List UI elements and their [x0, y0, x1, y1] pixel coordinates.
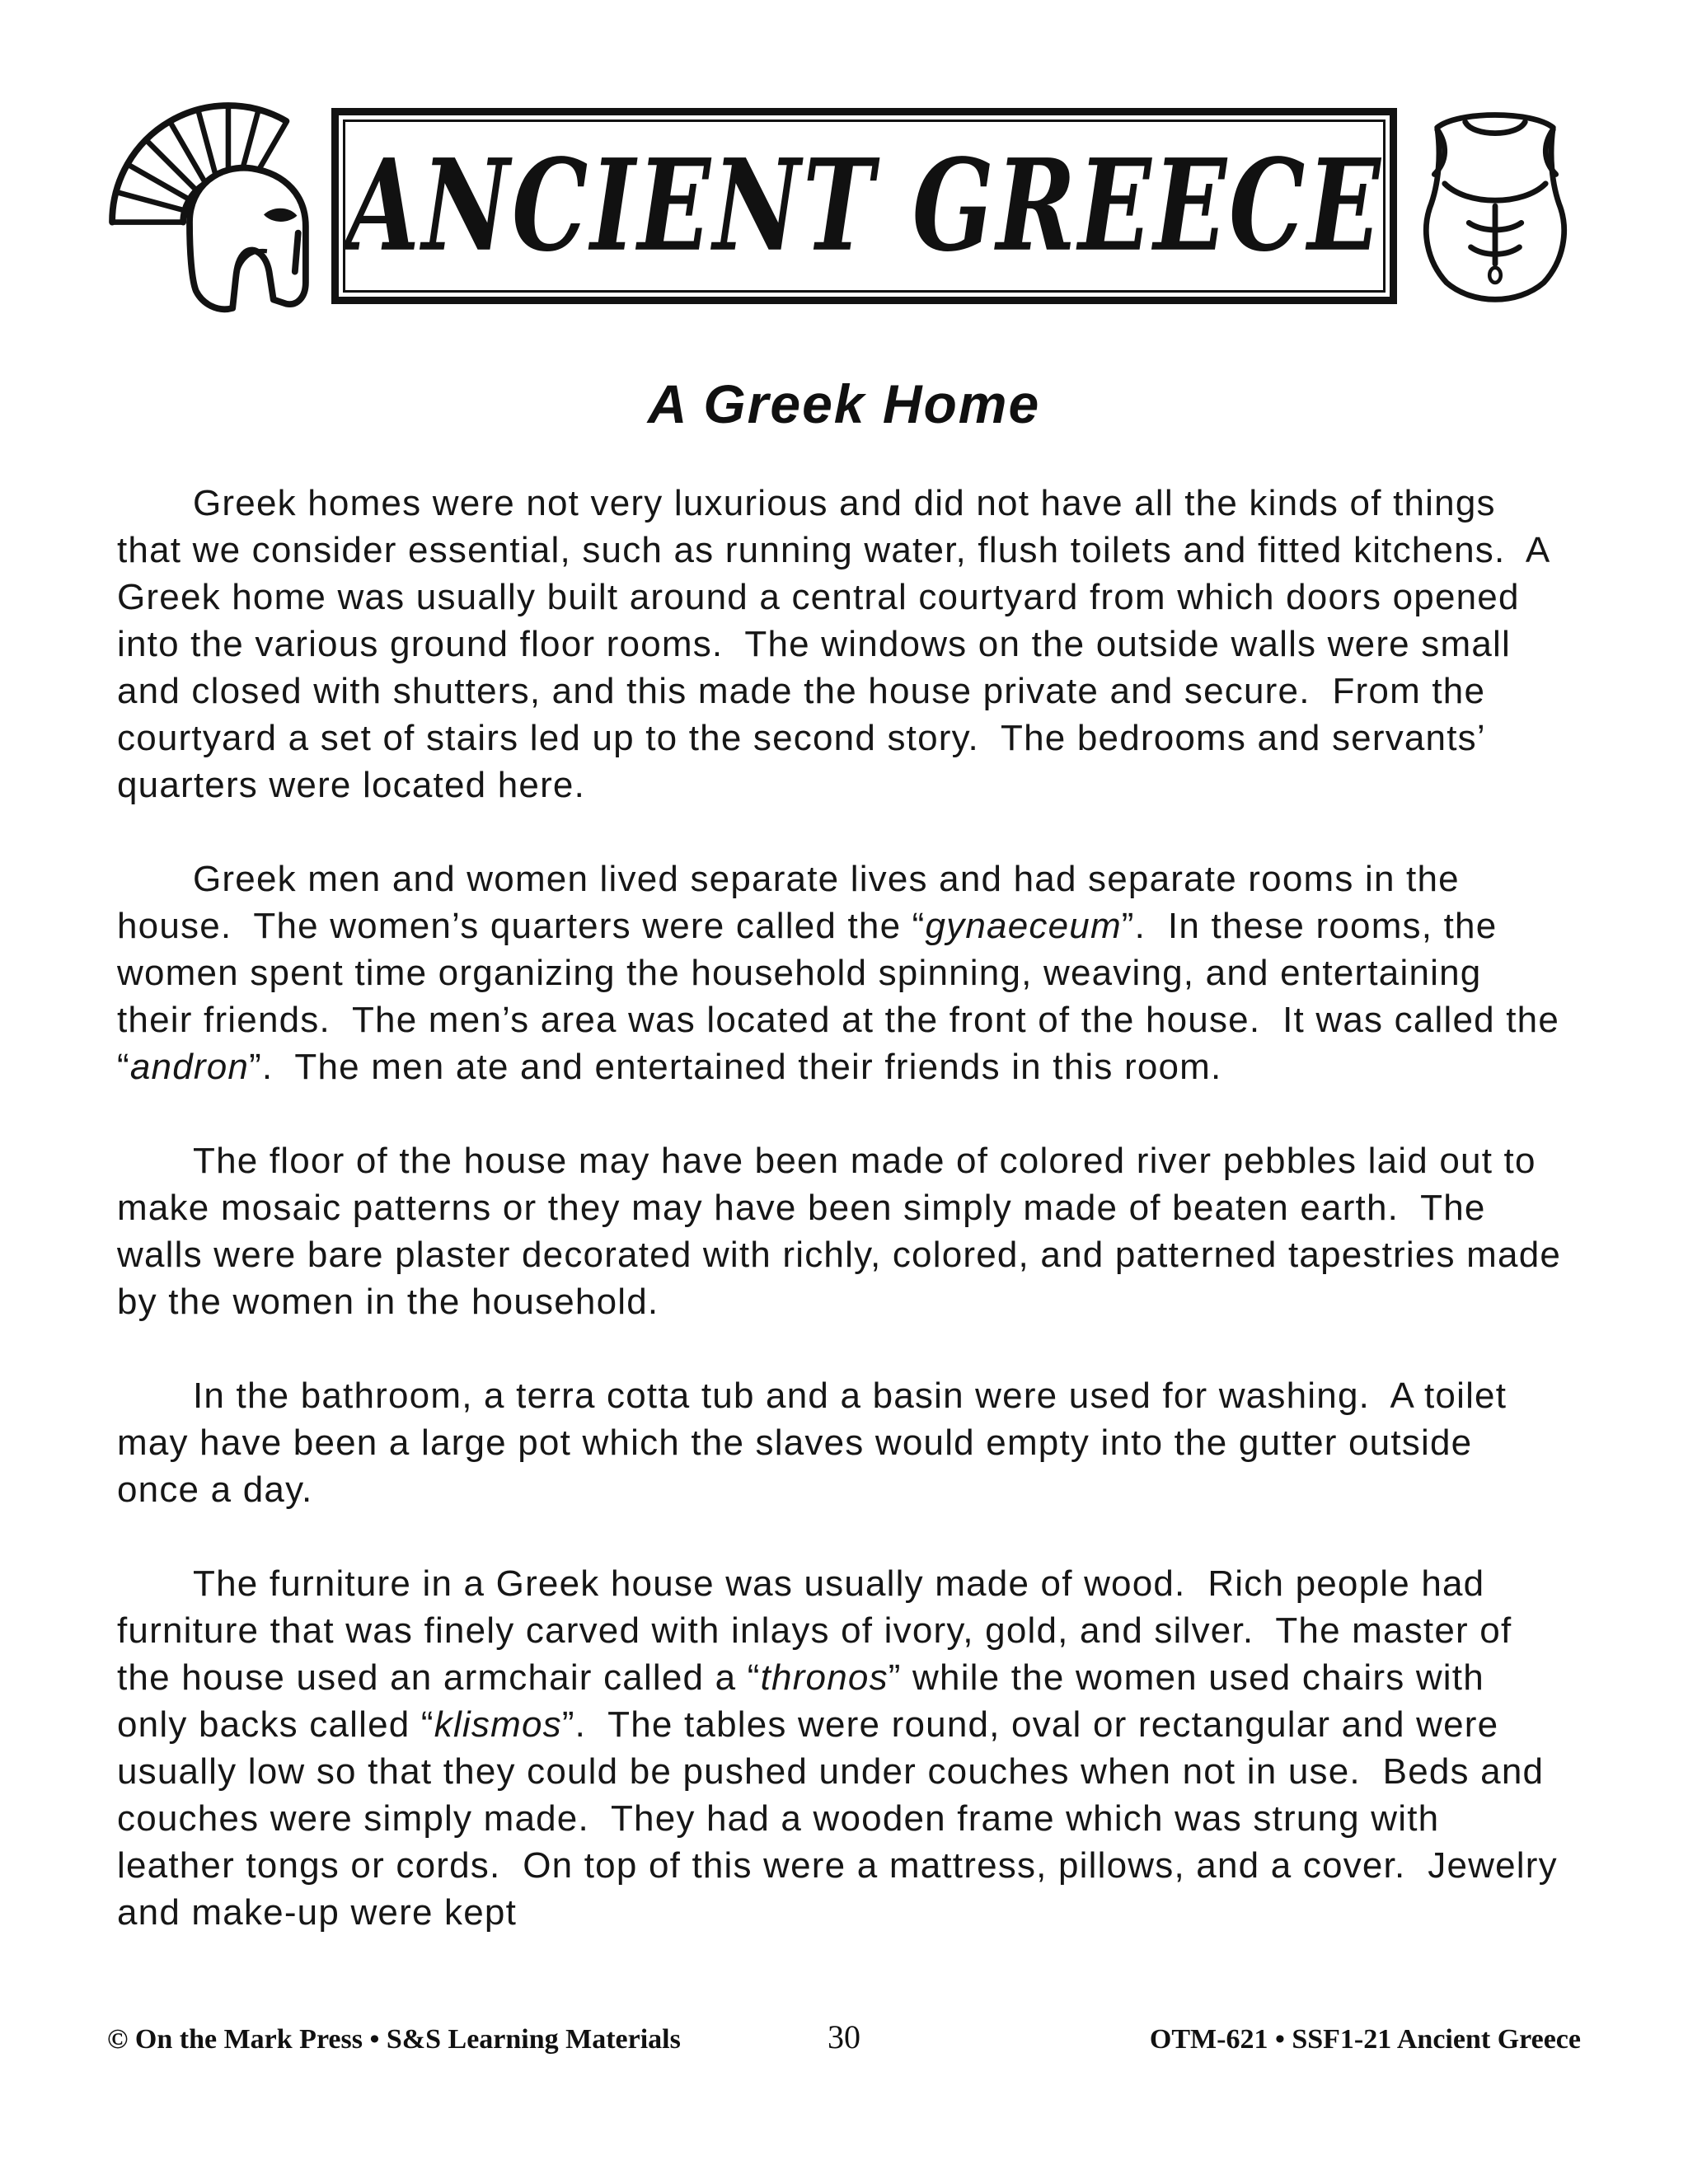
text-segment: klismos — [434, 1704, 562, 1745]
text-segment: ”. In these rooms, the women spent time organizing the household spinning, weaving, and entertaining their friends. The men’s area was located at the front of the house. It was called the “ — [117, 906, 1571, 1087]
banner-title: ANCIENT GREECE — [345, 132, 1383, 280]
page-footer — [107, 2018, 1581, 2056]
paragraph — [117, 1372, 1563, 1513]
text-segment: Greek men and women lived separate lives and had separate rooms in the house. The women’s quarters were called the “ — [117, 859, 1471, 946]
text-segment: The furniture in a Greek house was usually made of wood. Rich people had furniture that was finely carved with inlays of ivory, gold, and silver. The master of the house used an armchair called a “ — [117, 1563, 1523, 1698]
text-segment: ”. The tables were round, oval or rectangular and were usually low so that they could be pushed under couches when not in use. Beds and couches were simply made. They had a wooden frame which was strung with leather tongs or cords. On top of this were a mattress, pillows, and a cover. Jewelry and make-up were kept — [117, 1704, 1569, 1933]
page-number: 30 — [828, 2018, 860, 2055]
greek-helmet-icon — [91, 82, 338, 330]
paragraph — [117, 1137, 1573, 1325]
text-segment: The floor of the house may have been made of colored river pebbles laid out to make mosaic patterns or they may have been simply made of beaten earth. The walls were bare plaster decorated with richly, colored, and patterned tapestries made by the women in the household. — [117, 1141, 1573, 1322]
text-segment: gynaeceum — [925, 906, 1122, 946]
footer-publisher: © On the Mark Press • S&S Learning Materials — [107, 2024, 681, 2055]
banner-frame-inner — [343, 120, 1386, 293]
text-segment: In the bathroom, a terra cotta tub and a basin were used for washing. A toilet may have been a large pot which the slaves would empty into the gutter outside once a day. — [117, 1376, 1518, 1510]
text-segment: ” while the women used chairs with only backs called “ — [117, 1657, 1496, 1745]
page-title: A Greek Home — [647, 373, 1041, 434]
text-segment: Greek homes were not very luxurious and did not have all the kinds of things that we consider essential, such as running water, flush toilets and fitted kitchens. A Greek home was usually built around a central courtyard from which doors opened into the various ground floor rooms. The windows on the outside walls were small and closed with shutters, and this made the house private and secure. From the courtyard a set of stairs led up to the second story. The bedrooms and servants’ quarters were located here. — [117, 483, 1560, 805]
paragraph — [117, 1560, 1569, 1936]
text-segment: ”. The men ate and entertained their friends in this room. — [249, 1047, 1222, 1087]
text-segment: andron — [129, 1047, 250, 1087]
article-body — [117, 480, 1573, 1936]
header-banner — [91, 82, 1597, 330]
paragraph — [117, 855, 1571, 1090]
footer-catalog-id: OTM-621 • SSF1-21 Ancient Greece — [1149, 2024, 1581, 2055]
text-segment: thronos — [760, 1657, 889, 1698]
banner-frame — [331, 108, 1397, 304]
breastplate-icon — [1392, 94, 1598, 318]
paragraph — [117, 480, 1563, 808]
